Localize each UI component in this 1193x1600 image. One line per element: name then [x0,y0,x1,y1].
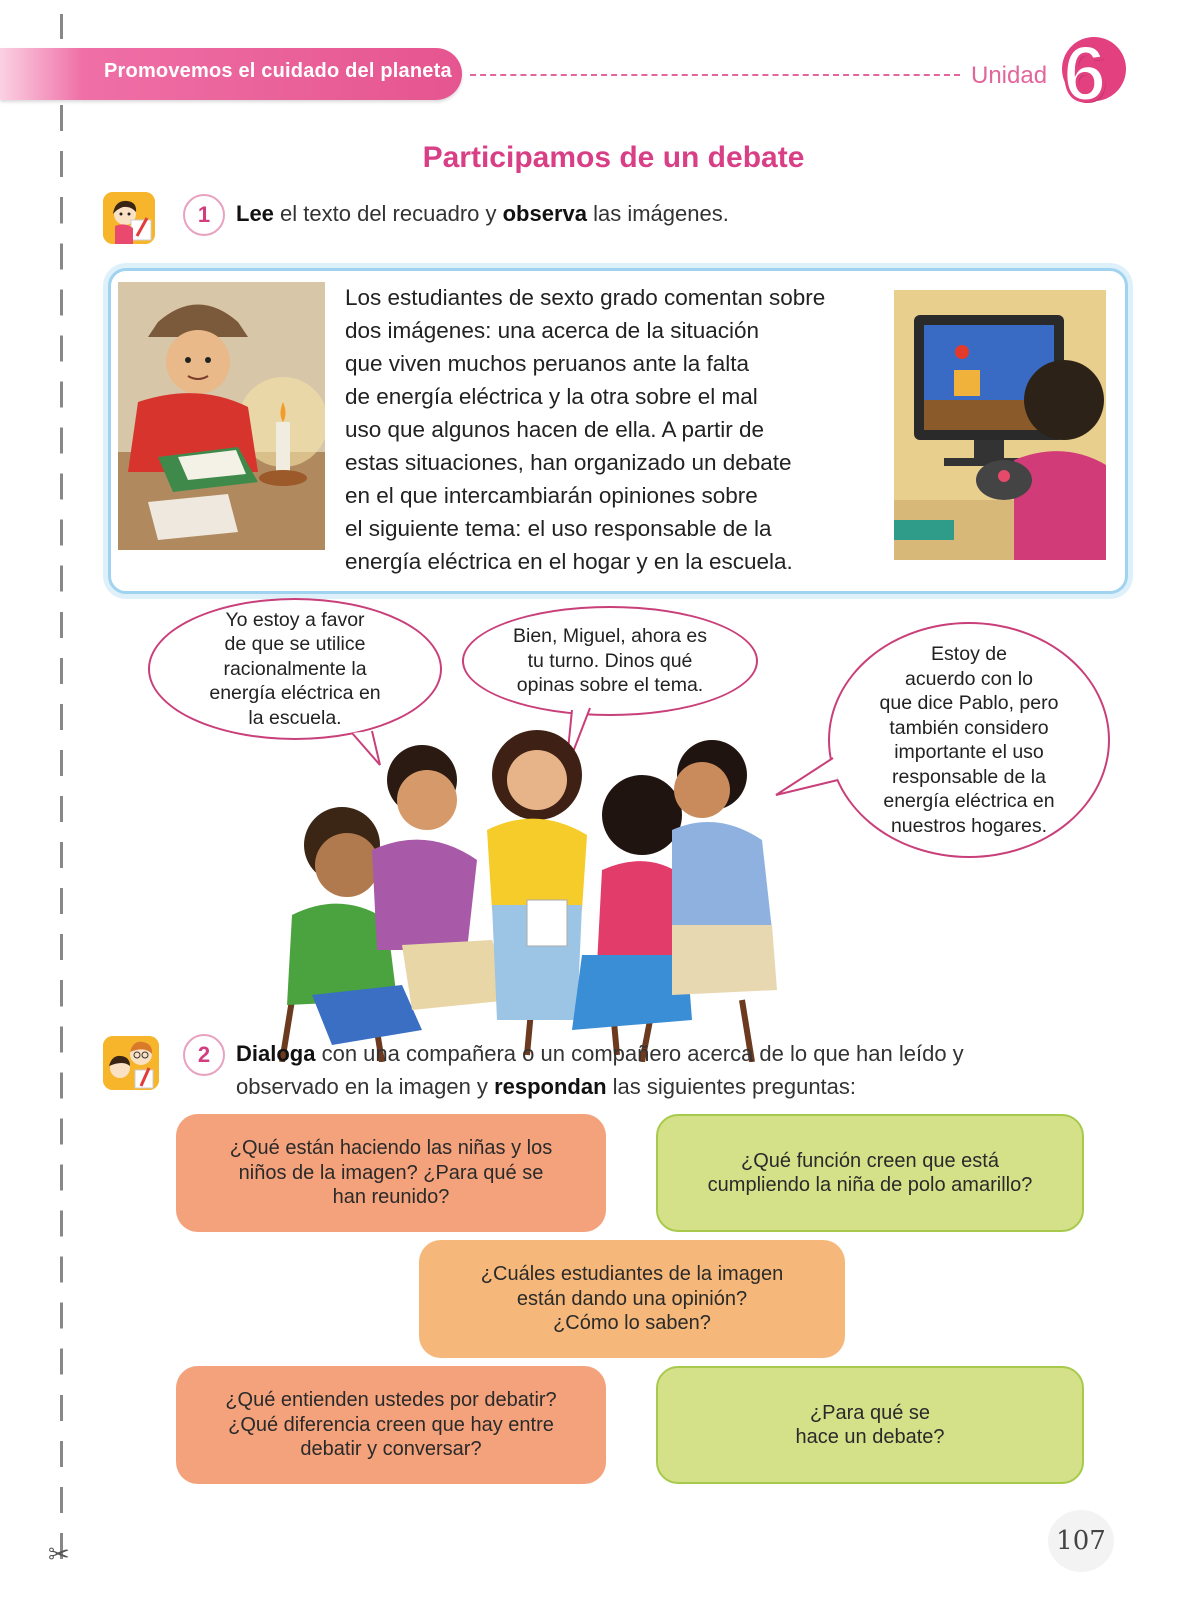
bubble-line: responsable de la [892,765,1046,788]
bubble-line: la escuela. [248,706,342,729]
question-line: cumpliendo la niña de polo amarillo? [707,1174,1033,1196]
question-line: han reunido? [332,1186,450,1209]
question-line: ¿Qué diferencia creen que hay entre [228,1413,554,1436]
bubble-line: opinas sobre el tema. [516,674,704,697]
bubble-line: de que se utilice [224,633,366,656]
instruction-text: observado en la imagen y [236,1074,495,1099]
bubble-line: Yo estoy a favor [225,608,365,631]
page-title: Participamos de un debate [422,141,805,174]
verb-observa: observa [502,201,587,226]
verb-lee: Lee [236,201,274,226]
reading-line: dos imágenes: una acerca de la situación [345,318,760,343]
pair-dialog-icon [103,1036,159,1090]
question-line: están dando una opinión? [516,1287,748,1310]
bubble-line: que dice Pablo, pero [879,692,1059,714]
bubble-line: Bien, Miguel, ahora es [512,625,708,648]
question-card-4 [176,1366,606,1484]
instruction-text: las siguientes preguntas: [606,1074,857,1099]
unit-label: Unidad [971,62,1048,89]
bubble-line: nuestros hogares. [890,814,1048,837]
question-card-2 [656,1114,1084,1232]
activity-number-2: 2 [183,1034,225,1076]
reading-line: estas situaciones, han organizado un debate [345,450,792,475]
activity-2-instruction-line2 [236,1074,856,1100]
question-line: debatir y conversar? [300,1438,482,1461]
question-line: niños de la imagen? ¿Para qué se [238,1161,544,1184]
question-line: ¿Para qué se [809,1401,931,1424]
question-card-5 [656,1366,1084,1484]
activity-number-1: 1 [183,194,225,236]
instruction-text: el texto del recuadro y [273,201,503,226]
question-line: ¿Cómo lo saben? [553,1312,711,1335]
question-card-1 [176,1114,606,1232]
activity-2-instruction-line1 [236,1041,964,1067]
scissors-icon: ✂ [48,1540,70,1570]
reading-line: energía eléctrica en el hogar y en la escuela. [345,549,793,574]
question-card-3 [419,1240,845,1358]
question-line: ¿Qué función creen que está [741,1149,999,1172]
bubble-line: importante el uso [894,741,1044,763]
question-line: ¿Qué entienden ustedes por debatir? [225,1389,557,1412]
reading-line: que viven muchos peruanos ante la falta [345,351,750,376]
bubble-line: tu turno. Dinos qué [527,649,693,672]
instruction-text: con una compañera o un compañero acerca de lo que han leído y [315,1041,964,1066]
reading-line: en el que intercambiarán opiniones sobre [345,483,758,508]
bubble-line: acuerdo con lo [905,667,1033,690]
bubble-line: racionalmente la [223,657,367,680]
reading-line: el siguiente tema: el uso responsable de la [345,516,772,541]
question-line: hace un debate? [795,1426,945,1448]
question-line: ¿Cuáles estudiantes de la imagen [480,1263,784,1286]
section-title: Promovemos el cuidado del planeta [104,60,452,82]
bubble-line: energía eléctrica en [209,682,381,705]
instruction-text: las imágenes. [587,201,729,226]
verb-dialoga: Dialoga [236,1041,316,1066]
unit-number: 6 [1063,29,1107,117]
bubble-line: también considero [889,716,1049,739]
reading-line: Los estudiantes de sexto grado comentan sobre [345,285,826,310]
bubble-line: energía eléctrica en [883,790,1055,812]
page-number: 107 [1048,1510,1114,1572]
bubble-line: Estoy de [931,643,1007,665]
debate-group-illustration [232,700,812,1062]
reading-line: uso que algunos hacen de ella. A partir de [345,417,765,442]
verb-respondan: respondan [494,1074,607,1099]
reading-line: de energía eléctrica y la otra sobre el mal [345,384,758,409]
question-line: ¿Qué están haciendo las niñas y los [229,1137,553,1160]
